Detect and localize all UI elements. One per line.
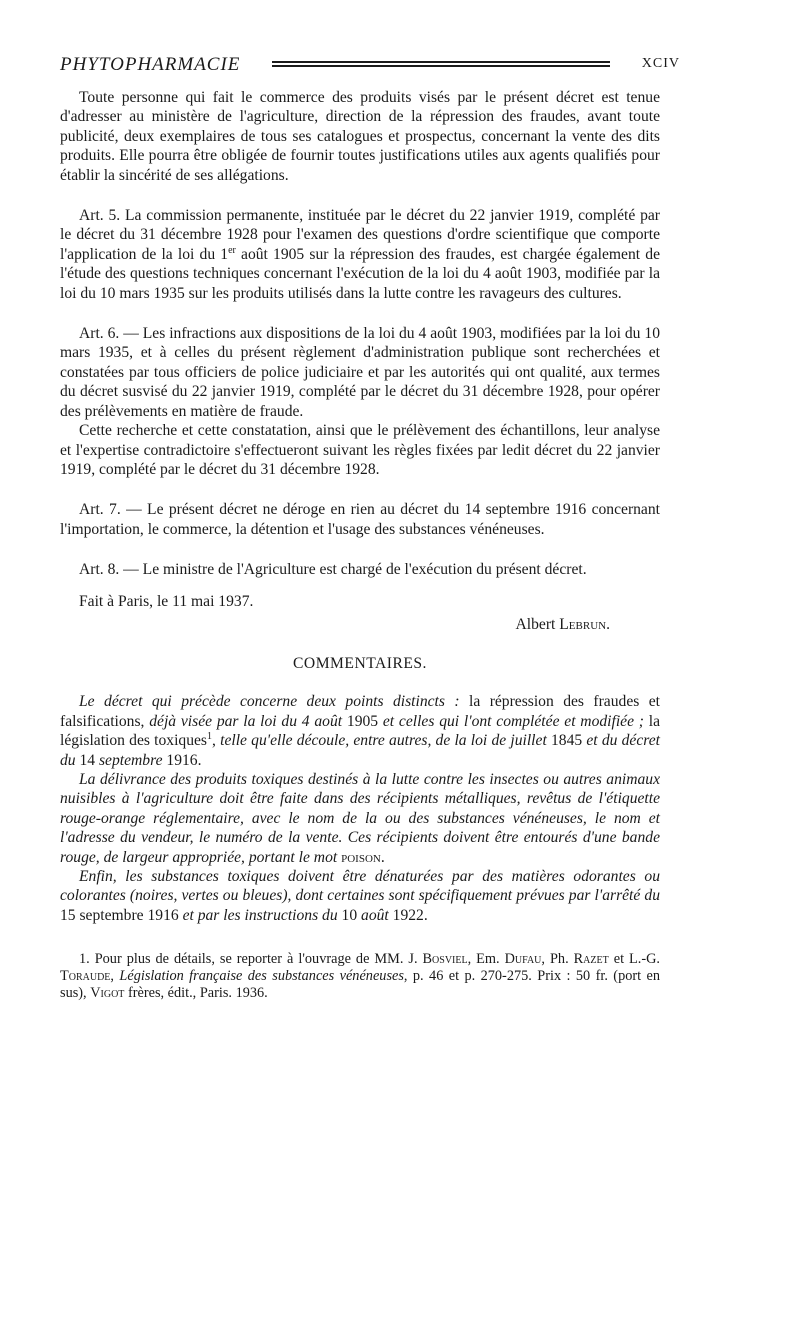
footnote-ref: 1	[207, 730, 212, 742]
commentary-paragraph-1: Le décret qui précède concerne deux points distincts : la répression des fraudes et falsifications, déjà visée par la loi du 4 août 1905 et celles qui l'ont complétée et modifiée ; la législation des toxiques$^1$, telle qu'elle découle, entre autres, de la loi de juillet 1845 et du décret du 14 septembre 1916.	[60, 693, 661, 769]
article-6-continued: Cette recherche et cette constatation, ainsi que le prélèvement des échantillons, leur analyse et l'expertise contradictoire s'effectueront suivant les règles fixées par ledit décret du 22 janvier 1919, complété par le décret du 31 décembre 1928.	[60, 422, 660, 478]
running-header	[60, 52, 680, 88]
signature: Albert Lebrun.	[515, 615, 610, 633]
document-page	[60, 52, 680, 1002]
article-7: Art. 7. — Le présent décret ne déroge en rien au décret du 14 septembre 1916 concernant l'importation, le commerce, la détention et l'usage des substances vénéneuses.	[60, 501, 660, 538]
commentaires-heading: COMMENTAIRES.	[293, 655, 427, 673]
page-number: XCIV	[641, 56, 680, 71]
article-5: Art. 5. La commission permanente, instituée par le décret du 22 janvier 1919, complété par le décret du 31 décembre 1928 pour l'examen des questions d'ordre scientifique que comporte l'application de la loi du 1er août 1905 sur la répression des fraudes, est chargée également de l'étude des questions techniques concernant l'exécution de la loi du 4 août 1903, modifiée par la loi du 10 mars 1935 sur les produits utilisés dans la lutte contre les ravageurs des cultures.	[60, 207, 660, 302]
footnote	[60, 951, 660, 1002]
article-8: Art. 8. — Le ministre de l'Agriculture est chargé de l'exécution du présent décret.	[79, 561, 587, 579]
running-title: PHYTOPHARMACIE	[60, 54, 241, 75]
footnote-1: 1. Pour plus de détails, se reporter à l'ouvrage de MM. J. Bosviel, Em. Dufau, Ph. Razet et L.-G. Toraude, Législation française des substances vénéneuses, p. 46 et p. 270-275. Prix : 50 fr. (port en sus), Vigot frères, édit., Paris. 1936.	[60, 951, 661, 1002]
commentaires-body	[60, 692, 660, 925]
header-double-rule	[272, 61, 610, 69]
decree-body	[60, 88, 660, 611]
commentary-paragraph-2: La délivrance des produits toxiques destinés à la lutte contre les insectes ou autres animaux nuisibles à l'agriculture doit être faite dans des récipients métalliques, revêtus de l'étiquette rouge-orange réglementaire, avec le nom de la ou des substances vénéneuses, le nom et l'adresse du vendeur, le numéro de la vente. Ces récipients doivent être entourés d'une bande rouge, de largeur appropriée, portant le mot poison.	[60, 770, 660, 866]
commentary-paragraph-3: Enfin, les substances toxiques doivent être dénaturées par des matières odorantes ou colorantes (noires, vertes ou bleues), dont certaines sont spécifiquement prévues par l'arrêté du 15 septembre 1916 et par les instructions du 10 août 1922.	[60, 868, 660, 924]
article-6: Art. 6. — Les infractions aux dispositions de la loi du 4 août 1903, modifiées par la loi du 10 mars 1935, et à celles du présent règlement d'administration publique sont recherchées et constatées par tous officiers de police judiciaire et par les autorités qui ont qualité, aux termes du décret susvisé du 22 janvier 1919, complété par le décret du 31 décembre 1928, pour opérer des prélèvements en matière de fraude.	[60, 325, 660, 420]
paragraph-publicity: Toute personne qui fait le commerce des produits visés par le présent décret est tenue d'adresser au ministère de l'agriculture, direction de la répression des fraudes, avant toute publicité, deux exemplaires de tous ses catalogues et prospectus, concernant la vente des dits produits. Elle pourra être obligée de fournir toutes justifications utiles aux agents qualifiés pour établir la sincérité de ses allégations.	[60, 89, 660, 184]
place-date: Fait à Paris, le 11 mai 1937.	[79, 592, 254, 610]
